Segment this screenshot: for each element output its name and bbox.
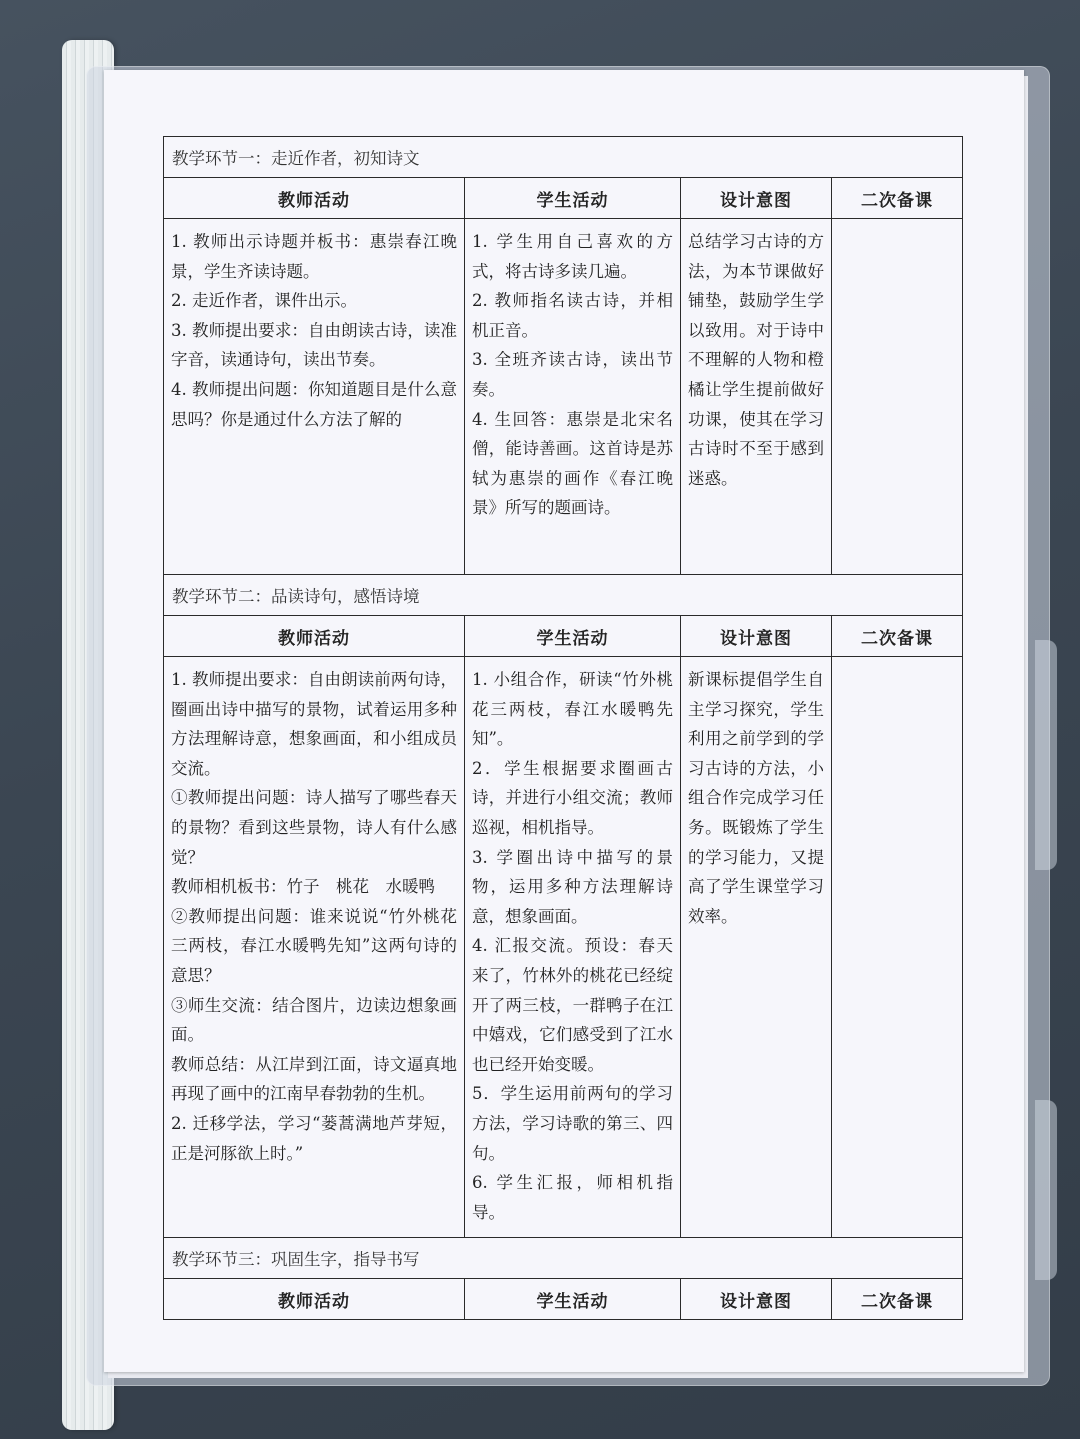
header-student-activity: 学生活动 (465, 1279, 681, 1320)
header-teacher-activity: 教师活动 (164, 616, 465, 657)
section-2-second-prep-cell (832, 657, 963, 1238)
student-step: 4. 汇报交流。预设：春天来了，竹林外的桃花已经绽开了两三枝，一群鸭子在江中嬉戏，它们感受到了江水也已经开始变暖。 (472, 936, 673, 1074)
lesson-plan-table (163, 136, 963, 1320)
teacher-step: ①教师提出问题：诗人描写了哪些春天的景物？看到这些景物，诗人有什么感觉？ (171, 788, 457, 867)
student-step: 5．学生运用前两句的学习方法，学习诗歌的第三、四句。 (472, 1084, 673, 1163)
teacher-step: 2. 迁移学法，学习“蒌蒿满地芦芽短，正是河豚欲上时。” (171, 1113, 457, 1163)
section-3-title: 教学环节三：巩固生字，指导书写 (164, 1238, 963, 1279)
teacher-step: ③师生交流：结合图片，边读边想象画面。 (171, 995, 457, 1045)
section-2-student-cell (465, 657, 681, 1238)
folder-tab (1035, 640, 1057, 870)
student-step: 1. 小组合作，研读“竹外桃花三两枝，春江水暖鸭先知”。 (472, 670, 673, 749)
teacher-step: ②教师提出问题：谁来说说“竹外桃花三两枝，春江水暖鸭先知”这两句诗的意思？ (171, 906, 457, 985)
header-design-intent: 设计意图 (681, 1279, 832, 1320)
teacher-step: 2. 走近作者，课件出示。 (171, 291, 357, 311)
section-2-design-cell (681, 657, 832, 1238)
student-step: 6. 学生汇报，师相机指导。 (472, 1173, 673, 1222)
student-step: 4. 生回答：惠崇是北宋名僧，能诗善画。这首诗是苏轼为惠崇的画作《春江晚景》所写的题画诗。 (472, 409, 673, 518)
folder-tab (1035, 1100, 1057, 1280)
header-second-prep: 二次备课 (832, 1279, 963, 1320)
student-step: 3. 学圈出诗中描写的景物，运用多种方法理解诗意，想象画面。 (472, 847, 673, 926)
header-second-prep: 二次备课 (832, 178, 963, 219)
header-teacher-activity: 教师活动 (164, 1279, 465, 1320)
section-1-title: 教学环节一：走近作者，初知诗文 (164, 137, 963, 178)
section-1-header-row (164, 178, 963, 219)
header-design-intent: 设计意图 (681, 616, 832, 657)
header-second-prep: 二次备课 (832, 616, 963, 657)
teacher-step: 3. 教师提出要求：自由朗读古诗，读准字音，读通诗句，读出节奏。 (171, 320, 457, 370)
student-step: 2．学生根据要求圈画古诗，并进行小组交流；教师巡视，相机指导。 (472, 758, 673, 837)
section-3-title-row (164, 1238, 963, 1279)
header-design-intent: 设计意图 (681, 178, 832, 219)
header-student-activity: 学生活动 (465, 178, 681, 219)
section-1-title-row (164, 137, 963, 178)
teacher-step: 4. 教师提出问题：你知道题目是什么意思吗？你是通过什么方法了解的 (171, 379, 457, 429)
section-2-content-row (164, 657, 963, 1238)
section-2-header-row (164, 616, 963, 657)
section-2-title: 教学环节二：品读诗句，感悟诗境 (164, 575, 963, 616)
header-student-activity: 学生活动 (465, 616, 681, 657)
section-2-teacher-cell (164, 657, 465, 1238)
section-1-design-cell (681, 219, 832, 575)
section-1-student-cell (465, 219, 681, 575)
design-intent-text: 总结学习古诗的方法，为本节课做好铺垫，鼓励学生学以致用。对于诗中不理解的人物和橙橘让学生提前做好功课，使其在学习古诗时不至于感到迷惑。 (688, 232, 824, 488)
design-intent-text: 新课标提倡学生自主学习探究，学生利用之前学到的学习古诗的方法，小组合作完成学习任务。既锻炼了学生的学习能力，又提高了学生课堂学习效率。 (688, 670, 824, 926)
student-step: 1. 学生用自己喜欢的方式，将古诗多读几遍。 (472, 232, 673, 281)
section-1-teacher-cell (164, 219, 465, 575)
header-teacher-activity: 教师活动 (164, 178, 465, 219)
student-step: 3. 全班齐读古诗，读出节奏。 (472, 350, 673, 399)
teacher-step: 1. 教师提出要求：自由朗读前两句诗，圈画出诗中描写的景物，试着运用多种方法理解诗意，想象画面，和小组成员交流。 (171, 670, 457, 778)
teacher-step: 教师相机板书：竹子 桃花 水暖鸭 (171, 877, 435, 897)
section-3-header-row (164, 1279, 963, 1320)
section-2-title-row (164, 575, 963, 616)
section-1-second-prep-cell (832, 219, 963, 575)
student-step: 2. 教师指名读古诗，并相机正音。 (472, 291, 673, 340)
teacher-step: 1. 教师出示诗题并板书：惠崇春江晚景，学生齐读诗题。 (171, 232, 457, 281)
section-1-content-row (164, 219, 963, 575)
teacher-step: 教师总结：从江岸到江面，诗文逼真地再现了画中的江南早春勃勃的生机。 (171, 1054, 457, 1104)
